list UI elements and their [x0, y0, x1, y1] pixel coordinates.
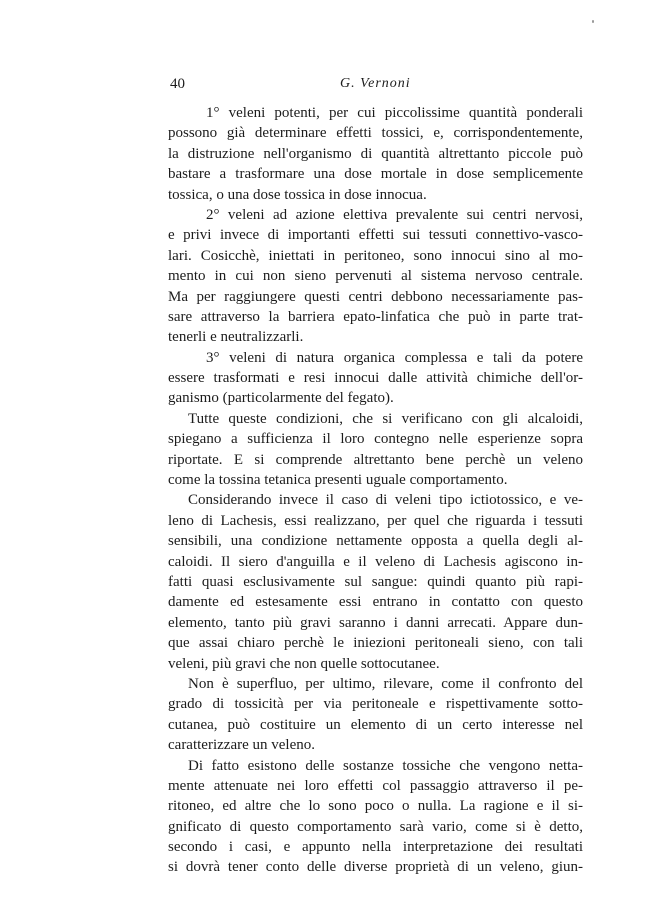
paragraph-7 — [168, 756, 583, 878]
text-line: grado di tossicità per via peritoneale e rispettivamente sotto- — [168, 696, 583, 713]
text-line: mente attenuate nei loro effetti col passaggio attraverso il pe- — [168, 777, 583, 794]
text-line: 2° veleni ad azione elettiva prevalente sui centri nervosi, — [206, 206, 583, 223]
text-line: si dovrà tener conto delle diverse proprietà di un veleno, giun- — [168, 859, 583, 876]
text-line: ganismo (particolarmente del fegato). — [168, 390, 394, 407]
text-line: elemento, tanto più gravi saranno i danni arrecati. Appare dun- — [168, 614, 583, 631]
paragraph-6 — [168, 674, 583, 756]
text-line: leno di Lachesis, essi realizzano, per quel che riguarda i tessuti — [168, 512, 583, 529]
text-line: bastare a trasformare una dose mortale in dose semplicemente — [168, 166, 583, 183]
paragraph-4 — [168, 409, 583, 491]
text-line: mento in cui non sieno pervenuti al sistema nervoso centrale. — [168, 268, 583, 285]
running-title: G. Vernoni — [340, 76, 411, 91]
paper-speck — [592, 20, 594, 23]
text-line: tossica, o una dose tossica in dose innocua. — [168, 186, 427, 203]
text-line: cutanea, può costituire un elemento di un certo interesse nel — [168, 716, 583, 733]
paragraph-3 — [168, 348, 583, 409]
text-line: possono già determinare effetti tossici, e, corrispondentemente, — [168, 125, 583, 142]
text-line: caratterizzare un veleno. — [168, 737, 315, 754]
text-line: Considerando invece il caso di veleni tipo ictiotossico, e ve- — [188, 492, 583, 509]
text-line: gnificato di questo comportamento sarà vario, come si è detto, — [168, 818, 583, 835]
text-line: ritoneo, ed altre che lo sono poco o nulla. La ragione e il si- — [168, 798, 583, 815]
page-number: 40 — [170, 76, 185, 92]
body-text — [168, 103, 583, 878]
text-line: tenerli e neutralizzarli. — [168, 329, 304, 346]
text-line: la distruzione nell'organismo di quantità altrettanto piccole può — [168, 145, 583, 162]
text-line: spiegano a sufficienza il loro contegno nelle esperienze sopra — [168, 431, 583, 448]
text-line: Di fatto esistono delle sostanze tossiche che vengono netta- — [188, 757, 583, 774]
text-line: Ma per raggiungere questi centri debbono necessariamente pas- — [168, 288, 583, 305]
text-line: 1° veleni potenti, per cui piccolissime quantità ponderali — [206, 105, 583, 121]
text-line: riportate. E si comprende altrettanto bene perchè un veleno — [168, 451, 583, 468]
paragraph-5 — [168, 490, 583, 674]
text-line: sensibili, una condizione nettamente opposta a quella degli al- — [168, 533, 583, 550]
text-line: lari. Cosicchè, iniettati in peritoneo, sono innocui sino al mo- — [168, 247, 583, 264]
text-line: damente ed estesamente essi entrano in contatto con questo — [168, 594, 583, 611]
text-line: fatti quasi esclusivamente sul sangue: quindi quanto più rapi- — [168, 573, 583, 590]
text-line: essere trasformati e resi innocui dalle attività chimiche dell'or- — [168, 370, 583, 387]
text-line: 3° veleni di natura organica complessa e tali da potere — [206, 349, 583, 366]
text-line: come la tossina tetanica presenti uguale comportamento. — [168, 472, 508, 489]
paragraph-1 — [168, 103, 583, 205]
text-line: secondo i casi, e appunto nella interpretazione dei resultati — [168, 839, 583, 856]
text-line: e privi invece di importanti effetti sui tessuti connettivo-vasco- — [168, 227, 583, 244]
text-line: Tutte queste condizioni, che si verificano con gli alcaloidi, — [188, 410, 583, 427]
text-line: veleni, più gravi che non quelle sottocutanee. — [168, 655, 440, 672]
text-line: Non è superfluo, per ultimo, rilevare, come il confronto del — [188, 675, 583, 692]
text-line: caloidi. Il siero d'anguilla e il veleno di Lachesis agiscono in- — [168, 553, 583, 570]
text-line: que assai chiaro perchè le iniezioni peritoneali sieno, con tali — [168, 635, 583, 652]
paragraph-2 — [168, 205, 583, 348]
text-line: sare attraverso la barriera epato-linfatica che può in parte trat- — [168, 308, 583, 325]
